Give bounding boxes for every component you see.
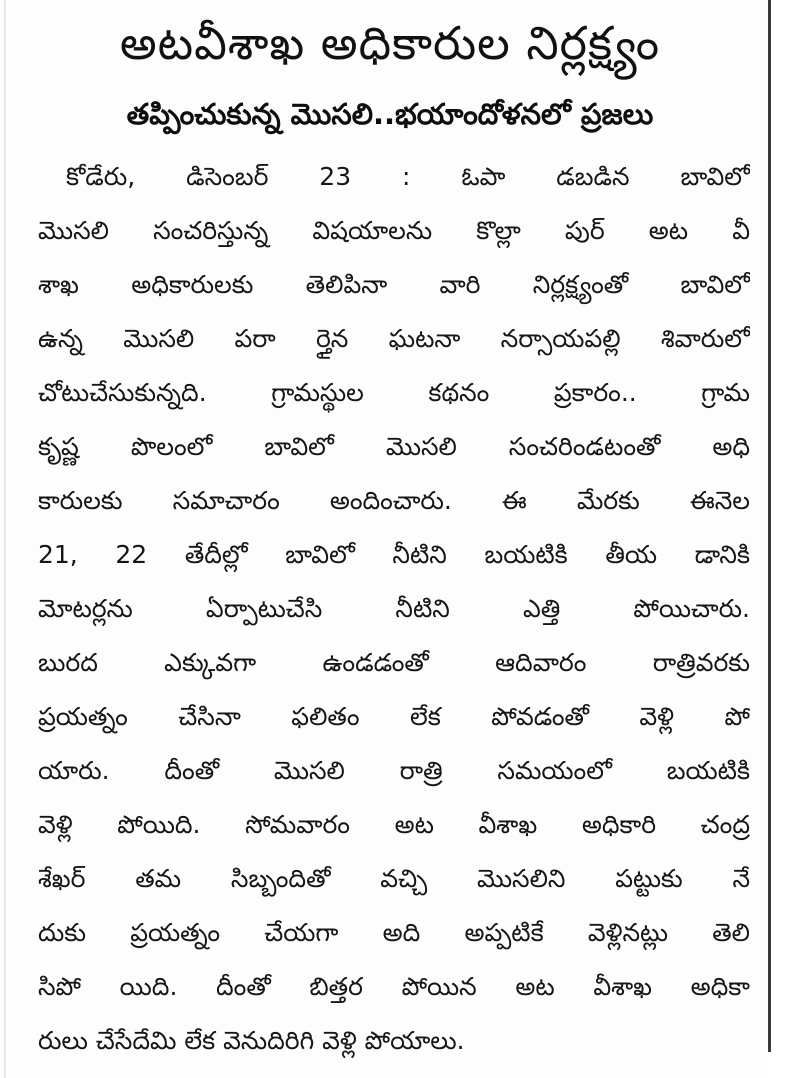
subheadline: తప్పించుకున్న మొసలి..భయాందోళనలో ప్రజలు — [126, 97, 654, 131]
body-line: దుకు ప్రయత్నం చేయగా అది అప్పటికే వెళ్లినట్లు తెలి — [38, 918, 750, 947]
body-line: కృష్ణ పొలంలో బావిలో మొసలి సంచరిండటంతో అధి — [38, 432, 750, 461]
right-column-rule — [768, 0, 771, 1052]
body-line: వెళ్లి పోయిది. సోమవారం అట వీశాఖ అధికారి చంద్ర — [38, 810, 750, 839]
article-body — [38, 150, 750, 1068]
body-line: ఉన్న మొసలి పరా ర్తైన ఘటనా నర్సాయపల్లి శివారులో — [38, 324, 750, 353]
headline: అటవీశాఖ అధికారుల నిర్లక్ష్యం — [119, 16, 661, 70]
body-line: సిపో యిది. దీంతో బిత్తర పోయిన అట వీశాఖ అధికా — [38, 972, 750, 1001]
body-line: కోడేరు, డిసెంబర్ 23 : ఓపా డబడిన బావిలో — [66, 162, 750, 191]
body-line: మోటర్లను ఏర్పాటుచేసి నీటిని ఎత్తి పోయిచారు. — [38, 594, 750, 623]
body-line: బురద ఎక్కువగా ఉండడంతో ఆదివారం రాత్రివరకు — [38, 648, 750, 677]
left-column-rule — [4, 0, 6, 1078]
body-line: శాఖ అధికారులకు తెలిపినా వారి నిర్లక్ష్యంతో బావిలో — [38, 270, 750, 299]
body-line: శేఖర్ తమ సిబ్బందితో వచ్చి మొసలిని పట్టుకు నే — [38, 864, 750, 893]
body-line: యారు. దీంతో మొసలి రాత్రి సమయంలో బయటికి — [38, 756, 750, 785]
body-line: ప్రయత్నం చేసినా ఫలితం లేక పోవడంతో వెళ్లి పో — [38, 702, 750, 731]
body-line: 21, 22 తేదీల్లో బావిలో నీటిని బయటికి తీయ డానికి — [38, 540, 750, 569]
body-line: కారులకు సమాచారం అందించారు. ఈ మేరకు ఈనెల — [38, 486, 750, 515]
body-line: చోటుచేసుకున్నది. గ్రామస్థుల కథనం ప్రకారం.. గ్రామ — [38, 378, 750, 407]
body-line: రులు చేసేదేమి లేక వెనుదిరిగి వెళ్లి పోయాలు. — [38, 1026, 465, 1055]
body-line: మొసలి సంచరిస్తున్న విషయాలను కొల్లా పుర్ అట వీ — [38, 216, 750, 245]
